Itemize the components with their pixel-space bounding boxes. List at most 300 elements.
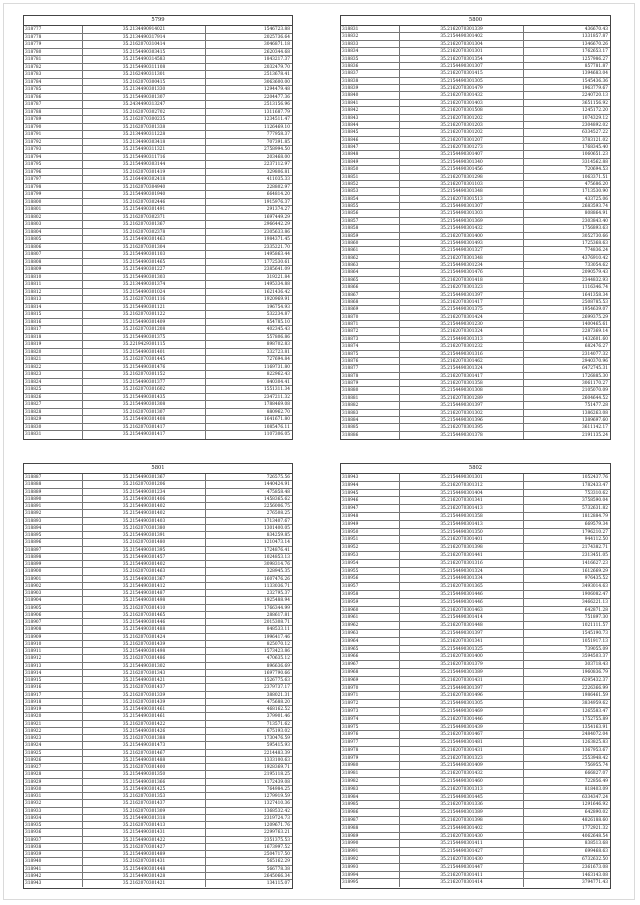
row-id-cell: 318836 (341, 63, 400, 69)
value-cell: 880962.70 (266, 409, 290, 415)
row-id-cell: 318834 (341, 48, 400, 54)
coordinate-cell: 35.2154490301396 (400, 417, 524, 423)
coordinate-cell: 35.2162070301367 (83, 221, 206, 228)
coordinate-cell: 35.2154490301325 (400, 646, 524, 653)
coordinate-cell: 35.2154490301377 (83, 379, 206, 386)
row-id-cell: 318838 (341, 78, 400, 84)
table-row (341, 685, 610, 693)
row-id-cell: 318977 (341, 739, 400, 746)
table-row (341, 380, 610, 387)
table-row (24, 266, 292, 274)
table-row (24, 319, 292, 327)
value-cell: 1368532.42 (263, 808, 290, 814)
value-cell: 1607476.26 (263, 576, 290, 582)
coordinate-cell: 35.2162070301339 (400, 26, 524, 32)
table-row (24, 684, 292, 691)
coordinate-cell: 35.2154490303144 (83, 161, 206, 168)
value-cell: 2385641.09 (263, 267, 290, 272)
table-row (341, 188, 610, 195)
coordinate-cell: 35.2154490301446 (400, 591, 524, 598)
row-id-cell: 318782 (24, 64, 83, 71)
table-row (24, 334, 292, 342)
value-cell: 2351375.53 (263, 837, 290, 843)
value-cell: 1772530.61 (263, 259, 290, 265)
value-cell: 433725.06 (584, 196, 608, 202)
coordinate-cell: 35.2154490303415 (83, 49, 206, 56)
table-row (24, 259, 292, 267)
value-cell: 1024853.13 (263, 554, 290, 560)
table-row (341, 646, 610, 654)
table-row (341, 614, 610, 622)
table-row (24, 612, 292, 619)
coordinate-cell: 35.2162070301427 (83, 844, 206, 850)
table-row (341, 513, 610, 521)
row-id-cell: 318902 (24, 583, 83, 589)
value-cell: 857781.87 (584, 63, 608, 69)
value-cell: 276508.25 (266, 511, 290, 517)
table-row (24, 101, 292, 109)
table-row (24, 124, 292, 132)
table-row (24, 829, 292, 836)
table-row (341, 92, 610, 99)
coordinate-cell: 35.2162070301336 (400, 801, 524, 808)
row-id-cell: 318797 (24, 176, 83, 183)
value-cell: 1730476.59 (263, 736, 290, 741)
table-row (341, 583, 610, 591)
row-id-cell: 318852 (341, 181, 400, 187)
row-id-cell: 318807 (24, 251, 83, 258)
coordinate-cell: 35.2162070301437 (83, 800, 206, 806)
table-row (341, 568, 610, 576)
coordinate-cell: 35.2154490301307 (83, 94, 206, 101)
row-id-cell: 318944 (341, 482, 400, 489)
row-id-cell: 318873 (341, 336, 400, 342)
table-row (341, 716, 610, 724)
value-cell: 2105070.09 (582, 388, 608, 394)
coordinate-cell: 35.2162070301422 (83, 721, 206, 727)
coordinate-cell: 35.2162070301273 (400, 144, 524, 150)
coordinate-cell: 35.2162070301324 (400, 328, 524, 334)
row-id-cell: 318861 (341, 247, 400, 253)
value-cell: 1963779.67 (582, 86, 608, 91)
table-row (24, 815, 292, 822)
value-cell: 1169731.80 (263, 364, 290, 370)
row-id-cell: 318881 (341, 395, 400, 401)
value-cell: 411035.33 (266, 177, 290, 182)
value-cell: 532234.87 (266, 312, 290, 317)
value-cell: 2305633.86 (263, 229, 290, 235)
value-cell: 6295432.37 (582, 677, 608, 683)
coordinate-cell: 35.2162070301379 (400, 661, 524, 668)
table-row (341, 218, 610, 225)
coordinate-cell: 35.2154490301463 (83, 236, 206, 243)
value-cell: 722856.49 (584, 779, 608, 785)
row-id-cell: 318907 (24, 619, 83, 625)
coordinate-cell: 35.2154490301411 (400, 840, 524, 847)
row-id-cell: 318897 (24, 547, 83, 553)
coordinate-cell: 35.2162070301401 (400, 536, 524, 543)
value-cell: 2025736.64 (263, 34, 290, 40)
value-cell: 1257986.27 (582, 56, 608, 62)
coordinate-cell: 35.2154490301940 (83, 191, 206, 198)
table-row (24, 206, 292, 214)
table-row (341, 755, 610, 763)
row-id-cell: 318956 (341, 575, 400, 582)
row-id-cell: 318915 (24, 677, 83, 683)
coordinate-cell: 35.2154490301426 (83, 728, 206, 734)
table-row (341, 762, 610, 770)
value-cell: 751897.30 (584, 615, 608, 621)
table-row (341, 196, 610, 203)
coordinate-cell: 35.2154490301422 (83, 837, 206, 843)
coordinate-cell: 35.2154490301488 (83, 757, 206, 763)
table-row (341, 255, 610, 262)
value-cell: 470635.12 (266, 656, 290, 662)
row-id-cell: 318806 (24, 244, 83, 251)
coordinate-cell: 35.2154490301498 (83, 597, 206, 603)
value-cell: 756955.74 (584, 763, 608, 769)
table-row (341, 336, 610, 343)
value-cell: 3052730.66 (582, 233, 608, 239)
coordinate-cell: 35.2154490301397 (400, 630, 524, 637)
coordinate-cell: 35.2162070300235 (83, 116, 206, 123)
table-row (24, 71, 292, 79)
value-cell: 1641671.80 (263, 417, 290, 422)
table-row (341, 786, 610, 794)
row-id-cell: 318924 (24, 742, 83, 748)
row-id-cell: 318790 (24, 124, 83, 131)
coordinate-cell: 35.2154490301432 (400, 225, 524, 231)
coordinate-cell: 35.2154490301461 (83, 706, 206, 712)
row-id-cell: 318864 (341, 269, 400, 275)
value-cell: 328945.35 (266, 569, 290, 575)
row-id-cell: 318920 (24, 713, 83, 719)
row-id-cell: 318886 (341, 432, 400, 439)
row-id-cell: 318823 (24, 371, 83, 378)
row-id-cell: 318953 (341, 552, 400, 559)
table-row (341, 351, 610, 358)
coordinate-cell: 35.2162070301307 (83, 409, 206, 416)
coordinate-cell: 35.2154490301414 (400, 614, 524, 621)
row-id-cell: 318844 (341, 122, 400, 128)
value-cell: 1843217.37 (263, 57, 290, 62)
coordinate-cell: 35.2162070301398 (400, 544, 524, 551)
table-row (24, 481, 292, 488)
value-cell: 475688.20 (266, 699, 290, 705)
table-row (24, 692, 292, 699)
row-id-cell: 318926 (24, 757, 83, 763)
row-id-cell: 318901 (24, 576, 83, 582)
table-row (24, 474, 292, 481)
row-id-cell: 318978 (341, 747, 400, 754)
value-cell: 1209671.76 (263, 823, 290, 828)
table-title: 5799 (24, 16, 292, 26)
row-id-cell: 318958 (341, 591, 400, 598)
coordinate-cell: 35.2162070301424 (83, 634, 206, 640)
table-row (24, 146, 292, 154)
value-cell: 2513678.41 (263, 72, 290, 77)
row-id-cell: 318984 (341, 794, 400, 801)
row-id-cell: 318904 (24, 597, 83, 603)
table-row (24, 184, 292, 192)
coordinate-cell: 35.2162070301313 (400, 786, 524, 793)
row-id-cell: 318906 (24, 612, 83, 618)
coordinate-cell: 35.2162070301479 (400, 85, 524, 91)
value-cell: 5732631.82 (582, 506, 608, 512)
row-id-cell: 318788 (24, 109, 83, 116)
value-cell: 1440424.91 (263, 482, 290, 488)
coordinate-cell: 35.2162070301437 (83, 684, 206, 690)
table-row (341, 607, 610, 615)
table-row (24, 532, 292, 539)
coordinate-cell: 35.2162070301431 (400, 747, 524, 754)
table-title: 5802 (341, 464, 610, 474)
table-row (341, 247, 610, 254)
row-id-cell: 318800 (24, 199, 83, 206)
row-id-cell: 318903 (24, 590, 83, 596)
coordinate-cell: 35.2154490301103 (83, 251, 206, 258)
coordinate-cell: 35.2154490301446 (83, 619, 206, 625)
coordinate-cell: 35.2154490301305 (400, 78, 524, 84)
coordinate-cell: 35.2162070301289 (400, 395, 524, 401)
value-cell: 557806.86 (266, 334, 290, 340)
table-row (24, 764, 292, 771)
coordinate-cell: 35.2154490301457 (83, 554, 206, 560)
coordinate-cell: 35.2154490301327 (400, 247, 524, 253)
table-row (341, 809, 610, 817)
coordinate-cell: 35.2134490317914 (83, 34, 206, 41)
coordinate-cell: 35.2154490301407 (400, 151, 524, 157)
coordinate-cell: 35.2162070301202 (400, 129, 524, 135)
row-id-cell: 318863 (341, 262, 400, 268)
table-row (24, 554, 292, 561)
coordinate-cell: 35.2162070301432 (400, 770, 524, 777)
row-id-cell: 318843 (341, 115, 400, 121)
value-cell: 436670.43 (584, 27, 608, 32)
row-id-cell: 318959 (341, 599, 400, 606)
table-row (341, 708, 610, 716)
coordinate-cell: 35.2154490301408 (83, 416, 206, 423)
row-id-cell: 318794 (24, 154, 83, 161)
row-id-cell: 318841 (341, 100, 400, 106)
table-row (341, 872, 610, 880)
table-row (24, 131, 292, 139)
table-row (24, 311, 292, 319)
coordinate-cell: 35.2154490301308 (400, 387, 524, 393)
row-id-cell: 318970 (341, 685, 400, 692)
table-row (24, 808, 292, 815)
coordinate-cell: 35.2154490301465 (83, 259, 206, 266)
row-id-cell: 318910 (24, 641, 83, 647)
row-id-cell: 318891 (24, 503, 83, 509)
value-cell: 203468.00 (266, 154, 290, 160)
row-id-cell: 318934 (24, 815, 83, 821)
row-id-cell: 318919 (24, 706, 83, 712)
table-row (341, 536, 610, 544)
value-cell: 2553948.42 (582, 755, 608, 761)
coordinate-cell: 35.2162070301411 (400, 872, 524, 879)
table-row (24, 655, 292, 662)
coordinate-cell: 35.2154490301121 (83, 304, 206, 311)
coordinate-cell: 35.2154490301316 (400, 351, 524, 357)
coordinate-cell: 35.2162070301400 (83, 764, 206, 770)
value-cell: 818403.09 (584, 786, 608, 792)
coordinate-cell: 35.2162070301602 (83, 386, 206, 393)
table-row (24, 364, 292, 372)
table-row (24, 79, 292, 87)
data-table-5799 (23, 15, 293, 440)
value-cell: 1245172.20 (582, 108, 608, 114)
coordinate-cell: 35.2162070301312 (400, 482, 524, 489)
coordinate-cell: 35.2162070301380 (83, 525, 206, 531)
coordinate-cell: 35.2154490301369 (400, 218, 524, 224)
table-row (24, 236, 292, 244)
row-id-cell: 318865 (341, 277, 400, 283)
value-cell: 232795.37 (266, 591, 290, 596)
coordinate-cell: 35.2154490301461 (83, 713, 206, 719)
table-row (341, 233, 610, 240)
row-id-cell: 318892 (24, 510, 83, 516)
value-cell: 1458365.62 (263, 496, 290, 502)
value-cell: 3611142.17 (582, 425, 608, 431)
table-row (24, 56, 292, 64)
coordinate-cell: 35.2162070301417 (400, 373, 524, 379)
value-cell: 291374.27 (266, 207, 290, 212)
coordinate-cell: 35.2154490301324 (400, 365, 524, 371)
value-cell: 713571.62 (266, 721, 290, 727)
coordinate-cell: 35.2162070301431 (400, 677, 524, 684)
table-row (341, 26, 610, 33)
coordinate-cell: 35.2154490301402 (400, 825, 524, 832)
coordinate-cell: 35.2162070302702 (83, 109, 206, 116)
value-cell: 1612669.29 (582, 568, 608, 574)
coordinate-cell: 35.2154490301334 (400, 575, 524, 582)
table-row (24, 139, 292, 147)
row-id-cell: 318883 (341, 410, 400, 416)
value-cell: 4826188.60 (582, 818, 608, 824)
value-cell: 1925488.94 (263, 598, 290, 604)
row-id-cell: 318884 (341, 417, 400, 423)
coordinate-cell: 35.2162070301339 (83, 692, 206, 698)
coordinate-cell: 35.2154490301307 (400, 203, 524, 209)
value-cell: 329806.81 (266, 169, 290, 175)
table-row (24, 274, 292, 282)
value-cell: 1291646.92 (582, 802, 608, 808)
value-cell: 1346670.26 (582, 41, 608, 47)
value-cell: 228802.97 (266, 184, 290, 190)
value-cell: 2504717.50 (263, 852, 290, 857)
data-table-5802 (340, 463, 611, 889)
table-row (24, 281, 292, 289)
value-cell: 1928369.71 (263, 765, 290, 770)
table-row (24, 663, 292, 670)
table-row (341, 144, 610, 151)
coordinate-cell: 35.2154490301318 (83, 815, 206, 821)
coordinate-cell: 35.2162070301358 (400, 380, 524, 386)
table-row (341, 560, 610, 568)
value-cell: 898702.83 (266, 342, 290, 347)
table-row (24, 221, 292, 229)
coordinate-cell: 35.2154490301446 (400, 599, 524, 606)
table-row (24, 341, 292, 349)
row-id-cell: 318854 (341, 196, 400, 202)
table-row (24, 386, 292, 394)
row-id-cell: 318810 (24, 274, 83, 281)
coordinate-cell: 35.2162070301203 (400, 122, 524, 128)
value-cell: 1697790.66 (263, 670, 290, 676)
table-row (341, 848, 610, 856)
coordinate-cell: 35.2162070301202 (400, 115, 524, 121)
row-id-cell: 318905 (24, 605, 83, 611)
value-cell: 669579.34 (584, 521, 608, 527)
coordinate-cell: 35.2154490301481 (400, 739, 524, 746)
table-row (24, 518, 292, 525)
table-row (24, 793, 292, 800)
value-cell: 1960836.79 (582, 669, 608, 675)
value-cell: 1432601.60 (582, 336, 608, 342)
table-row (24, 489, 292, 496)
coordinate-cell: 35.2154490301397 (400, 402, 524, 408)
value-cell: 838513.68 (584, 841, 608, 847)
table-row (341, 174, 610, 181)
coordinate-cell: 35.2154490311108 (83, 64, 206, 71)
row-id-cell: 318931 (24, 793, 83, 799)
coordinate-cell: 35.2154490301313 (400, 336, 524, 342)
value-cell: 1673997.52 (263, 844, 290, 850)
table-row (341, 365, 610, 372)
value-cell: 1126469.10 (263, 124, 290, 130)
row-id-cell: 318908 (24, 626, 83, 632)
coordinate-cell: 35.2154490301348 (400, 188, 524, 194)
table-row (341, 284, 610, 291)
value-cell: 1463143.08 (582, 872, 608, 878)
coordinate-cell: 35.2154490314583 (83, 56, 206, 63)
table-row (24, 326, 292, 334)
table-row (341, 203, 610, 210)
table-row (341, 497, 610, 505)
row-id-cell: 318817 (24, 326, 83, 333)
value-cell: 4376910.42 (582, 255, 608, 261)
value-cell: 1331857.87 (582, 34, 608, 40)
coordinate-cell: 35.2162070310414 (83, 41, 206, 48)
table-row (341, 262, 610, 269)
value-cell: 595415.93 (266, 743, 290, 749)
table-row (341, 70, 610, 77)
value-cell: 2645066.34 (263, 873, 290, 879)
table-row (24, 34, 292, 42)
value-cell: 2032479.70 (263, 64, 290, 70)
coordinate-cell: 35.2162070301323 (400, 755, 524, 762)
table-row (341, 482, 610, 490)
value-cell: 682476.27 (584, 344, 608, 350)
row-id-cell: 318975 (341, 724, 400, 731)
table-row (341, 879, 610, 887)
coordinate-cell: 35.2154490301367 (83, 474, 206, 480)
value-cell: 764984.25 (266, 786, 290, 792)
row-id-cell: 318983 (341, 786, 400, 793)
table-row (24, 229, 292, 237)
row-id-cell: 318948 (341, 513, 400, 520)
data-table-5800 (340, 15, 611, 440)
value-cell: 2304892.02 (582, 122, 608, 128)
row-id-cell: 318885 (341, 424, 400, 430)
coordinate-cell: 35.2162070301400 (400, 233, 524, 239)
value-cell: 1210473.14 (263, 540, 290, 546)
table-row (341, 151, 610, 158)
row-id-cell: 318981 (341, 770, 400, 777)
coordinate-cell: 35.2162070301431 (83, 858, 206, 864)
table-row (24, 576, 292, 583)
